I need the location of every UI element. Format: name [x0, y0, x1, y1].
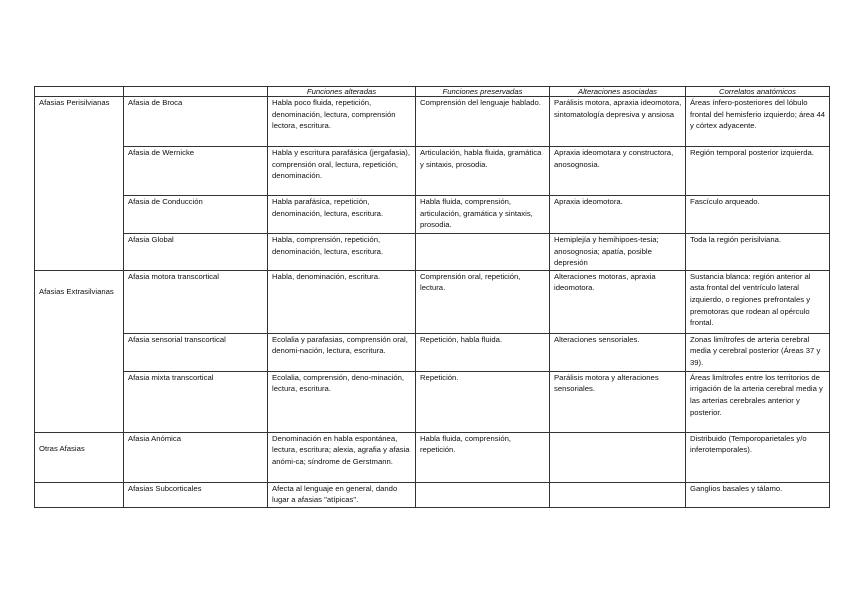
aphasia-type: Afasia sensorial transcortical — [124, 333, 268, 371]
anatomical-correlates: Sustancia blanca: región anterior al asta frontal del ventrículo lateral izquierdo, o regiones prefrontales y premotoras que rodean al opérculo frontal. — [686, 270, 830, 333]
table-row — [35, 234, 830, 271]
group-other — [35, 432, 124, 482]
altered-functions: Habla parafásica, repetición, denominación, lectura, escritura. — [268, 196, 416, 234]
altered-functions: Ecolalia y parafasias, comprensión oral, denomi-nación, lectura, escritura. — [268, 333, 416, 371]
associated-alterations: Alteraciones motoras, apraxia ideomotora. — [550, 270, 686, 333]
group-label: Afasias Extrasilvianas — [39, 286, 114, 296]
table-row — [35, 432, 830, 482]
anatomical-correlates: Áreas ínfero-posteriores del lóbulo frontal del hemisferio izquierdo; área 44 y córtex adyacente. — [686, 97, 830, 147]
aphasia-type: Afasia Global — [124, 234, 268, 271]
associated-alterations — [550, 432, 686, 482]
header-altered-functions: Funciones alteradas — [268, 87, 416, 97]
preserved-functions — [416, 234, 550, 271]
group-blank-cell — [35, 482, 124, 507]
table-row — [35, 371, 830, 432]
anatomical-correlates: Áreas limítrofes entre los territorios de irrigación de la arteria cerebral media y las arterias cerebrales anterior y posterior. — [686, 371, 830, 432]
aphasia-type: Afasia de Conducción — [124, 196, 268, 234]
group-label: Afasias Perisilvianas — [39, 98, 110, 107]
preserved-functions: Comprensión oral, repetición, lectura. — [416, 270, 550, 333]
altered-functions: Habla y escritura parafásica (jergafasia), comprensión oral, lectura, repetición, denominación. — [268, 147, 416, 196]
anatomical-correlates: Toda la región perisilviana. — [686, 234, 830, 271]
aphasia-type: Afasia Anómica — [124, 432, 268, 482]
preserved-functions — [416, 482, 550, 507]
preserved-functions: Habla fluida, comprensión, articulación, gramática y sintaxis, prosodia. — [416, 196, 550, 234]
altered-functions: Denominación en habla espontánea, lectura, escritura; alexia, agrafia y afasia anómi-ca; síndrome de Gerstmann. — [268, 432, 416, 482]
table-row — [35, 270, 830, 333]
preserved-functions: Repetición. — [416, 371, 550, 432]
preserved-functions: Habla fluida, comprensión, repetición. — [416, 432, 550, 482]
table-row — [35, 333, 830, 371]
aphasia-type: Afasia de Wernicke — [124, 147, 268, 196]
altered-functions: Habla, denominación, escritura. — [268, 270, 416, 333]
table-row — [35, 147, 830, 196]
anatomical-correlates: Fascículo arqueado. — [686, 196, 830, 234]
aphasia-type: Afasia mixta transcortical — [124, 371, 268, 432]
preserved-functions: Comprensión del lenguaje hablado. — [416, 97, 550, 147]
header-anatomical-correlates: Correlatos anatómicos — [686, 87, 830, 97]
associated-alterations: Hemiplejía y hemihipoes-tesia; anosognosia; apatía, posible depresión — [550, 234, 686, 271]
associated-alterations: Alteraciones sensoriales. — [550, 333, 686, 371]
group-perisilvian — [35, 97, 124, 271]
header-associated-alterations: Alteraciones asociadas — [550, 87, 686, 97]
header-row — [35, 87, 830, 97]
altered-functions: Afecta al lenguaje en general, dando lugar a afasias "atípicas". — [268, 482, 416, 507]
anatomical-correlates: Región temporal posterior izquierda. — [686, 147, 830, 196]
preserved-functions: Articulación, habla fluida, gramática y sintaxis, prosodia. — [416, 147, 550, 196]
anatomical-correlates: Distribuido (Temporoparietales y/o inferotemporales). — [686, 432, 830, 482]
anatomical-correlates: Ganglios basales y tálamo. — [686, 482, 830, 507]
aphasia-type: Afasias Subcorticales — [124, 482, 268, 507]
header-type — [124, 87, 268, 97]
associated-alterations: Apraxia ideomotara y constructora, anosognosia. — [550, 147, 686, 196]
table-row — [35, 196, 830, 234]
aphasia-type: Afasia de Broca — [124, 97, 268, 147]
table-row — [35, 97, 830, 147]
group-label: Otras Afasias — [39, 443, 85, 453]
associated-alterations: Parálisis motora y alteraciones sensoriales. — [550, 371, 686, 432]
aphasia-type: Afasia motora transcortical — [124, 270, 268, 333]
associated-alterations — [550, 482, 686, 507]
associated-alterations: Apraxia ideomotora. — [550, 196, 686, 234]
group-extrasylvian — [35, 270, 124, 432]
header-preserved-functions: Funciones preservadas — [416, 87, 550, 97]
aphasia-table — [34, 86, 830, 508]
altered-functions: Habla poco fluida, repetición, denominación, lectura, comprensión lectora, escritura. — [268, 97, 416, 147]
preserved-functions: Repetición, habla fluida. — [416, 333, 550, 371]
anatomical-correlates: Zonas limítrofes de arteria cerebral media y cerebral posterior (Áreas 37 y 39). — [686, 333, 830, 371]
altered-functions: Ecolalia, comprensión, deno-minación, lectura, escritura. — [268, 371, 416, 432]
header-group — [35, 87, 124, 97]
associated-alterations: Parálisis motora, apraxia ideomotora, sintomatología depresiva y ansiosa — [550, 97, 686, 147]
table-row — [35, 482, 830, 507]
altered-functions: Habla, comprensión, repetición, denominación, lectura, escritura. — [268, 234, 416, 271]
